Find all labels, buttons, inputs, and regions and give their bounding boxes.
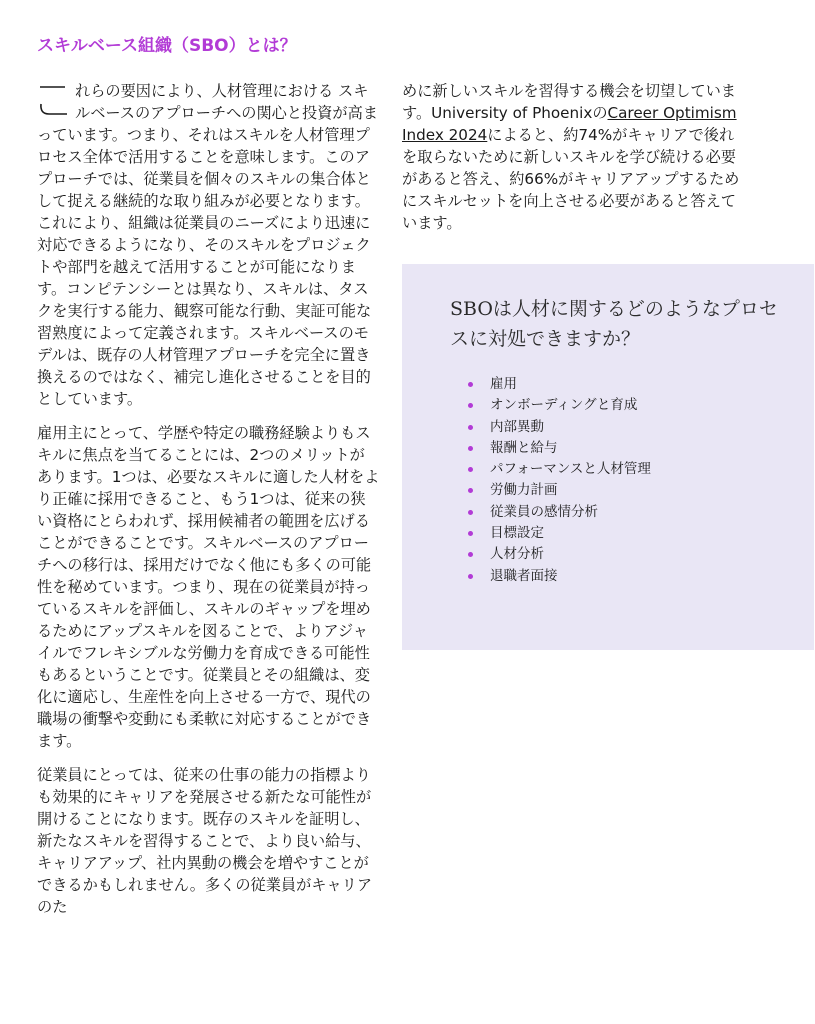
list-item: [464, 502, 651, 523]
bullet-dot-icon: [468, 510, 473, 515]
callout-box: [402, 264, 814, 650]
paragraph-4-before-link: めに新しいスキルを習得する機会を切望しています。University of Phoenixの: [402, 82, 736, 122]
bullet-dot-icon: [468, 467, 473, 472]
career-optimism-index-link[interactable]: Career Optimism Index 2024: [402, 104, 737, 144]
page-title: スキルベース組織（SBO）とは？: [37, 36, 297, 56]
paragraph-1: [37, 80, 380, 410]
bullet-dot-icon: [468, 382, 473, 387]
list-item: [464, 438, 651, 459]
list-item: [464, 566, 651, 587]
bullet-dot-icon: [468, 574, 473, 579]
bullet-dot-icon: [468, 446, 473, 451]
bullet-dot-icon: [468, 552, 473, 557]
list-item-label: 報酬と給与: [490, 439, 558, 456]
left-column: [37, 80, 380, 930]
paragraph-4: [402, 80, 747, 234]
list-item: [464, 459, 651, 480]
right-column: [402, 80, 747, 234]
paragraph-4-after-link: によると、約74%がキャリアで後れを取らないために新しいスキルを学び続ける必要があると答え、約66%がキャリアアップするためにスキルセットを向上させる必要があると答えています。: [402, 126, 740, 232]
bullet-dot-icon: [468, 488, 473, 493]
callout-list: [464, 374, 651, 587]
paragraph-1-text: れらの要因により、人材管理における スキルベースのアプローチへの関心と投資が高まっています。つまり、それはスキルを人材管理プロセス全体で活用することを意味します。このアプローチでは、従業員を個々のスキルの集合体として捉える継続的な取り組みが必要となります。これにより、組織は従業員のニーズにより迅速に対応できるようになり、そのスキルをプロジェクトや部門を越えて活用することが可能になります。コンピテンシーとは異なり、スキルは、タスクを実行する能力、観察可能な行動、実証可能な習熟度によって定義されます。スキルベースのモデルは、既存の人材管理アプローチを完全に置き換えるのではなく、補完し進化させることを目的としています。: [37, 82, 378, 408]
bullet-dot-icon: [468, 403, 473, 408]
list-item: [464, 480, 651, 501]
drop-cap-glyph-icon: [37, 82, 69, 120]
list-item-label: パフォーマンスと人材管理: [490, 461, 651, 478]
list-item-label: 人材分析: [490, 546, 544, 563]
list-item-label: 労働力計画: [490, 482, 558, 499]
paragraph-2: 雇用主にとって、学歴や特定の職務経験よりもスキルに焦点を当てることには、2つのメリットがあります。1つは、必要なスキルに適した人材をより正確に採用できること、もう1つは、従来の狭い資格にとらわれず、採用候補者の範囲を広げることができることです。スキルベースのアプローチへの移行は、採用だけでなく他にも多くの可能性を秘めています。つまり、現在の従業員が持っているスキルを評価し、スキルのギャップを埋めるためにアップスキルを図ることで、よりアジャイルでフレキシブルな労働力を育成できる可能性もあるということです。従業員とその組織は、変化に適応し、生産性を向上させる一方で、現代の職場の衝撃や変動にも柔軟に対応することができます。: [37, 424, 380, 750]
list-item: [464, 544, 651, 565]
bullet-dot-icon: [468, 531, 473, 536]
list-item-label: 目標設定: [490, 525, 544, 542]
paragraph-3: 従業員にとっては、従来の仕事の能力の指標よりも効果的にキャリアを発展させる新たな可能性が開けることになります。既存のスキルを証明し、新たなスキルを習得することで、より良い給与、キャリアアップ、社内異動の機会を増やすことができるかもしれません。多くの従業員がキャリアのた: [37, 766, 373, 916]
list-item-label: オンボーディングと育成: [490, 397, 638, 414]
list-item: [464, 374, 651, 395]
list-item: [464, 395, 651, 416]
list-item-label: 退職者面接: [490, 567, 558, 584]
list-item-label: 内部異動: [490, 418, 544, 435]
list-item-label: 従業員の感情分析: [490, 503, 598, 520]
bullet-dot-icon: [468, 425, 473, 430]
list-item: [464, 523, 651, 544]
list-item-label: 雇用: [490, 376, 517, 392]
callout-title: SBOは人材に関するどのようなプロセスに対処できますか？: [450, 298, 778, 350]
list-item: [464, 417, 651, 438]
